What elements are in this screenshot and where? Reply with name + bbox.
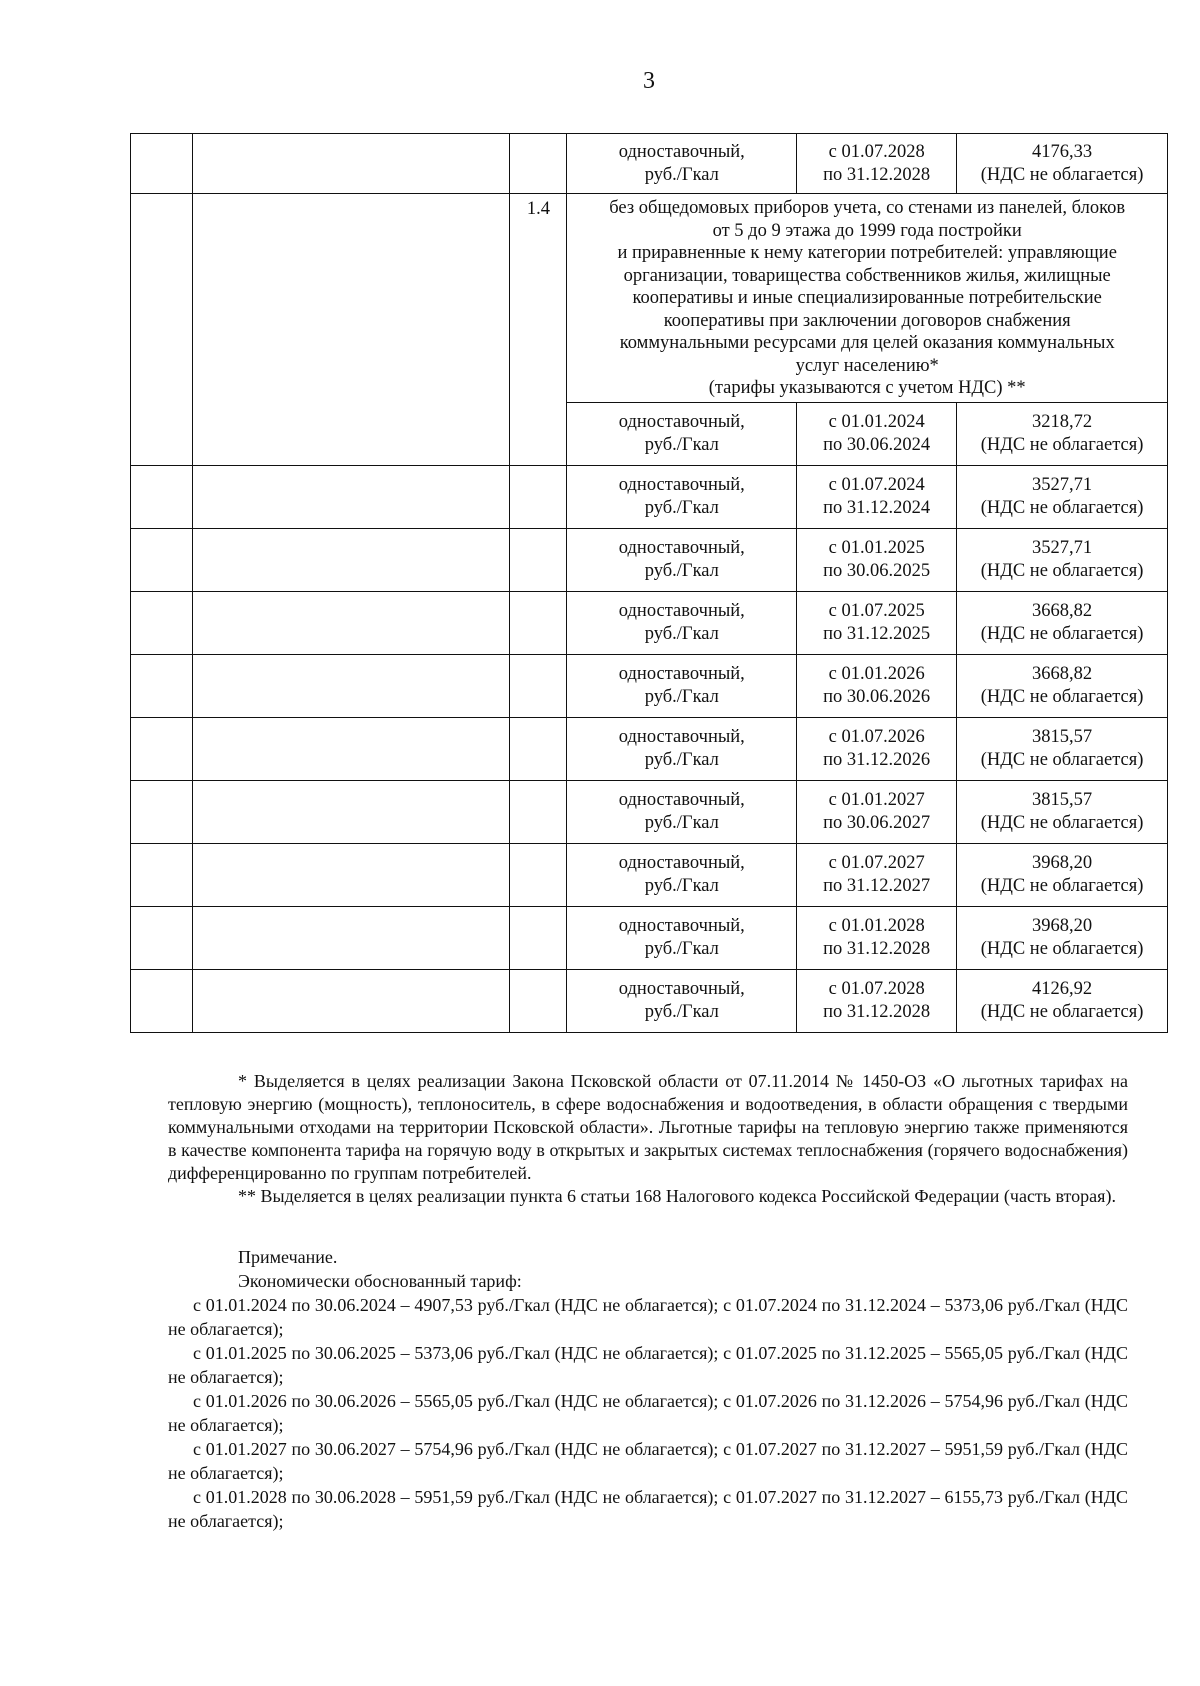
vat-note: (НДС не облагается) xyxy=(980,686,1144,707)
tariff-type-cell xyxy=(567,402,797,465)
empty-cell xyxy=(192,591,510,654)
tariff-unit: руб./Гкал xyxy=(644,938,719,959)
empty-cell xyxy=(510,654,567,717)
empty-cell xyxy=(510,780,567,843)
page-number: 3 xyxy=(643,68,655,94)
empty-cell xyxy=(510,969,567,1032)
tariff-value: 3815,57 xyxy=(1032,726,1093,747)
tariff-type-cell xyxy=(567,780,797,843)
tariff-type: одноставочный, xyxy=(618,915,745,936)
tariff-type: одноставочный, xyxy=(618,789,745,810)
table-row xyxy=(131,843,1168,906)
period-from: с 01.01.2028 xyxy=(828,915,925,936)
tariff-table xyxy=(130,133,1168,1033)
group-description xyxy=(567,194,1168,403)
tariff-value: 3527,71 xyxy=(1032,474,1093,495)
period-cell xyxy=(797,654,957,717)
tariff-unit: руб./Гкал xyxy=(644,164,719,185)
empty-cell xyxy=(131,780,193,843)
period-to: по 31.12.2028 xyxy=(823,164,931,185)
period-cell xyxy=(797,780,957,843)
tariff-type: одноставочный, xyxy=(618,852,745,873)
tariff-type-cell xyxy=(567,654,797,717)
tariff-unit: руб./Гкал xyxy=(644,560,719,581)
tariff-value: 4176,33 xyxy=(1032,141,1093,162)
value-cell xyxy=(957,134,1168,194)
empty-cell xyxy=(192,465,510,528)
description-line: коммунальными ресурсами для целей оказания коммунальных xyxy=(619,333,1115,353)
tariff-unit: руб./Гкал xyxy=(644,686,719,707)
table-row xyxy=(131,654,1168,717)
tariff-value: 3968,20 xyxy=(1032,915,1093,936)
economic-rate-line: с 01.01.2028 по 30.06.2028 – 5951,59 руб./Гкал (НДС не облагается); с 01.07.2027 по 31.12.2027 – 6155,73 руб./Гкал (НДС не облагается); xyxy=(168,1487,1128,1531)
tariff-type-cell xyxy=(567,134,797,194)
table-row xyxy=(131,134,1168,194)
period-to: по 31.12.2026 xyxy=(823,749,931,770)
value-cell xyxy=(957,465,1168,528)
economic-rate-line: с 01.01.2026 по 30.06.2026 – 5565,05 руб./Гкал (НДС не облагается); с 01.07.2026 по 31.12.2026 – 5754,96 руб./Гкал (НДС не облагается); xyxy=(168,1391,1128,1435)
period-cell xyxy=(797,969,957,1032)
description-line: (тарифы указываются с учетом НДС) ** xyxy=(708,378,1026,398)
empty-cell xyxy=(131,134,193,194)
period-cell xyxy=(797,591,957,654)
tariff-value: 4126,92 xyxy=(1032,978,1093,999)
empty-cell xyxy=(131,528,193,591)
period-to: по 30.06.2027 xyxy=(823,812,931,833)
tariff-type-cell xyxy=(567,717,797,780)
period-cell xyxy=(797,528,957,591)
table-row xyxy=(131,465,1168,528)
economic-rate-line: с 01.01.2025 по 30.06.2025 – 5373,06 руб./Гкал (НДС не облагается); с 01.07.2025 по 31.12.2025 – 5565,05 руб./Гкал (НДС не облагается); xyxy=(168,1343,1128,1387)
vat-note: (НДС не облагается) xyxy=(980,1001,1144,1022)
empty-cell xyxy=(192,906,510,969)
tariff-unit: руб./Гкал xyxy=(644,749,719,770)
value-cell xyxy=(957,906,1168,969)
period-from: с 01.01.2027 xyxy=(828,789,925,810)
tariff-type-cell xyxy=(567,906,797,969)
value-cell xyxy=(957,843,1168,906)
tariff-type: одноставочный, xyxy=(618,141,745,162)
tariff-type-cell xyxy=(567,591,797,654)
period-to: по 31.12.2027 xyxy=(823,875,931,896)
group-header-row xyxy=(131,194,1168,403)
vat-note: (НДС не облагается) xyxy=(980,875,1144,896)
value-cell xyxy=(957,528,1168,591)
table-row xyxy=(131,717,1168,780)
table-row xyxy=(131,780,1168,843)
vat-note: (НДС не облагается) xyxy=(980,497,1144,518)
table-row xyxy=(131,969,1168,1032)
period-from: с 01.07.2027 xyxy=(828,852,925,873)
empty-cell xyxy=(131,591,193,654)
empty-cell xyxy=(131,465,193,528)
tariff-type-cell xyxy=(567,969,797,1032)
vat-note: (НДС не облагается) xyxy=(980,938,1144,959)
period-to: по 30.06.2024 xyxy=(823,434,931,455)
period-from: с 01.01.2024 xyxy=(828,411,925,432)
period-cell xyxy=(797,843,957,906)
empty-cell xyxy=(510,591,567,654)
tariff-unit: руб./Гкал xyxy=(644,1001,719,1022)
period-from: с 01.07.2028 xyxy=(828,141,925,162)
description-line: кооперативы при заключении договоров снабжения xyxy=(663,310,1071,331)
vat-note: (НДС не облагается) xyxy=(980,623,1144,644)
value-cell xyxy=(957,591,1168,654)
description-line: от 5 до 9 этажа до 1999 года постройки xyxy=(712,220,1022,241)
footnote-single-star: * Выделяется в целях реализации Закона Псковской области от 07.11.2014 № 1450-ОЗ «О льготных тарифах на тепловую энергию (мощность), теплоноситель, в сфере водоснабжения и водоотведения, в области обращения с твердыми коммунальными отходами на территории Псковской области». Льготные тарифы на тепловую энергию также применяются в качестве компонента тарифа на горячую воду в открытых и закрытых системах теплоснабжения (горячего водоснабжения) дифференцированно по группам потребителей. xyxy=(168,1071,1128,1183)
empty-cell xyxy=(192,194,510,466)
tariff-unit: руб./Гкал xyxy=(644,875,719,896)
period-cell xyxy=(797,134,957,194)
footnote-double-star: ** Выделяется в целях реализации пункта 6 статьи 168 Налогового кодекса Российской Федерации (часть вторая). xyxy=(238,1186,1116,1206)
empty-cell xyxy=(192,780,510,843)
period-cell xyxy=(797,465,957,528)
tariff-value: 3218,72 xyxy=(1032,411,1093,432)
economic-rate-line: с 01.01.2024 по 30.06.2024 – 4907,53 руб./Гкал (НДС не облагается); с 01.07.2024 по 31.12.2024 – 5373,06 руб./Гкал (НДС не облагается); xyxy=(168,1295,1128,1339)
table-row xyxy=(131,528,1168,591)
tariff-type: одноставочный, xyxy=(618,474,745,495)
empty-cell xyxy=(192,843,510,906)
table-row xyxy=(131,591,1168,654)
empty-cell xyxy=(510,843,567,906)
empty-cell xyxy=(510,465,567,528)
tariff-value: 3527,71 xyxy=(1032,537,1093,558)
empty-cell xyxy=(131,843,193,906)
tariff-type: одноставочный, xyxy=(618,537,745,558)
empty-cell xyxy=(192,654,510,717)
description-line: и приравненные к нему категории потребителей: управляющие xyxy=(617,243,1117,263)
period-from: с 01.07.2025 xyxy=(828,600,925,621)
period-from: с 01.07.2024 xyxy=(828,474,925,495)
empty-cell xyxy=(131,906,193,969)
empty-cell xyxy=(131,717,193,780)
group-number: 1.4 xyxy=(510,194,567,466)
empty-cell xyxy=(510,134,567,194)
vat-note: (НДС не облагается) xyxy=(980,164,1144,185)
empty-cell xyxy=(192,528,510,591)
value-cell xyxy=(957,654,1168,717)
empty-cell xyxy=(131,194,193,466)
tariff-type: одноставочный, xyxy=(618,663,745,684)
vat-note: (НДС не облагается) xyxy=(980,749,1144,770)
period-from: с 01.07.2028 xyxy=(828,978,925,999)
note-section xyxy=(168,1245,1128,1533)
period-to: по 30.06.2025 xyxy=(823,560,931,581)
description-line: организации, товарищества собственников жилья, жилищные xyxy=(623,265,1111,286)
tariff-unit: руб./Гкал xyxy=(644,812,719,833)
period-to: по 31.12.2028 xyxy=(823,1001,931,1022)
empty-cell xyxy=(510,528,567,591)
tariff-type: одноставочный, xyxy=(618,411,745,432)
tariff-type: одноставочный, xyxy=(618,726,745,747)
table-row xyxy=(131,906,1168,969)
description-line: без общедомовых приборов учета, со стенами из панелей, блоков xyxy=(609,198,1126,218)
vat-note: (НДС не облагается) xyxy=(980,560,1144,581)
empty-cell xyxy=(192,969,510,1032)
vat-note: (НДС не облагается) xyxy=(980,812,1144,833)
empty-cell xyxy=(131,969,193,1032)
value-cell xyxy=(957,780,1168,843)
period-from: с 01.01.2025 xyxy=(828,537,925,558)
description-line: кооперативы и иные специализированные потребительские xyxy=(632,288,1102,308)
tariff-unit: руб./Гкал xyxy=(644,497,719,518)
footnotes xyxy=(168,1070,1128,1208)
value-cell xyxy=(957,717,1168,780)
tariff-type: одноставочный, xyxy=(618,600,745,621)
tariff-value: 3668,82 xyxy=(1032,600,1093,621)
description-line: услуг населению* xyxy=(795,355,939,376)
tariff-unit: руб./Гкал xyxy=(644,623,719,644)
note-subheading: Экономически обоснованный тариф: xyxy=(238,1271,522,1291)
value-cell xyxy=(957,402,1168,465)
tariff-value: 3968,20 xyxy=(1032,852,1093,873)
tariff-value: 3668,82 xyxy=(1032,663,1093,684)
period-cell xyxy=(797,906,957,969)
tariff-unit: руб./Гкал xyxy=(644,434,719,455)
tariff-type-cell xyxy=(567,465,797,528)
vat-note: (НДС не облагается) xyxy=(980,434,1144,455)
tariff-type-cell xyxy=(567,528,797,591)
period-to: по 31.12.2024 xyxy=(823,497,931,518)
empty-cell xyxy=(510,717,567,780)
value-cell xyxy=(957,969,1168,1032)
period-from: с 01.01.2026 xyxy=(828,663,925,684)
empty-cell xyxy=(192,134,510,194)
period-to: по 30.06.2026 xyxy=(823,686,931,707)
tariff-type: одноставочный, xyxy=(618,978,745,999)
empty-cell xyxy=(192,717,510,780)
period-to: по 31.12.2028 xyxy=(823,938,931,959)
economic-rate-line: с 01.01.2027 по 30.06.2027 – 5754,96 руб./Гкал (НДС не облагается); с 01.07.2027 по 31.12.2027 – 5951,59 руб./Гкал (НДС не облагается); xyxy=(168,1439,1128,1483)
period-to: по 31.12.2025 xyxy=(823,623,931,644)
period-cell xyxy=(797,402,957,465)
period-cell xyxy=(797,717,957,780)
tariff-value: 3815,57 xyxy=(1032,789,1093,810)
note-heading: Примечание. xyxy=(238,1247,338,1267)
empty-cell xyxy=(510,906,567,969)
empty-cell xyxy=(131,654,193,717)
period-from: с 01.07.2026 xyxy=(828,726,925,747)
tariff-type-cell xyxy=(567,843,797,906)
